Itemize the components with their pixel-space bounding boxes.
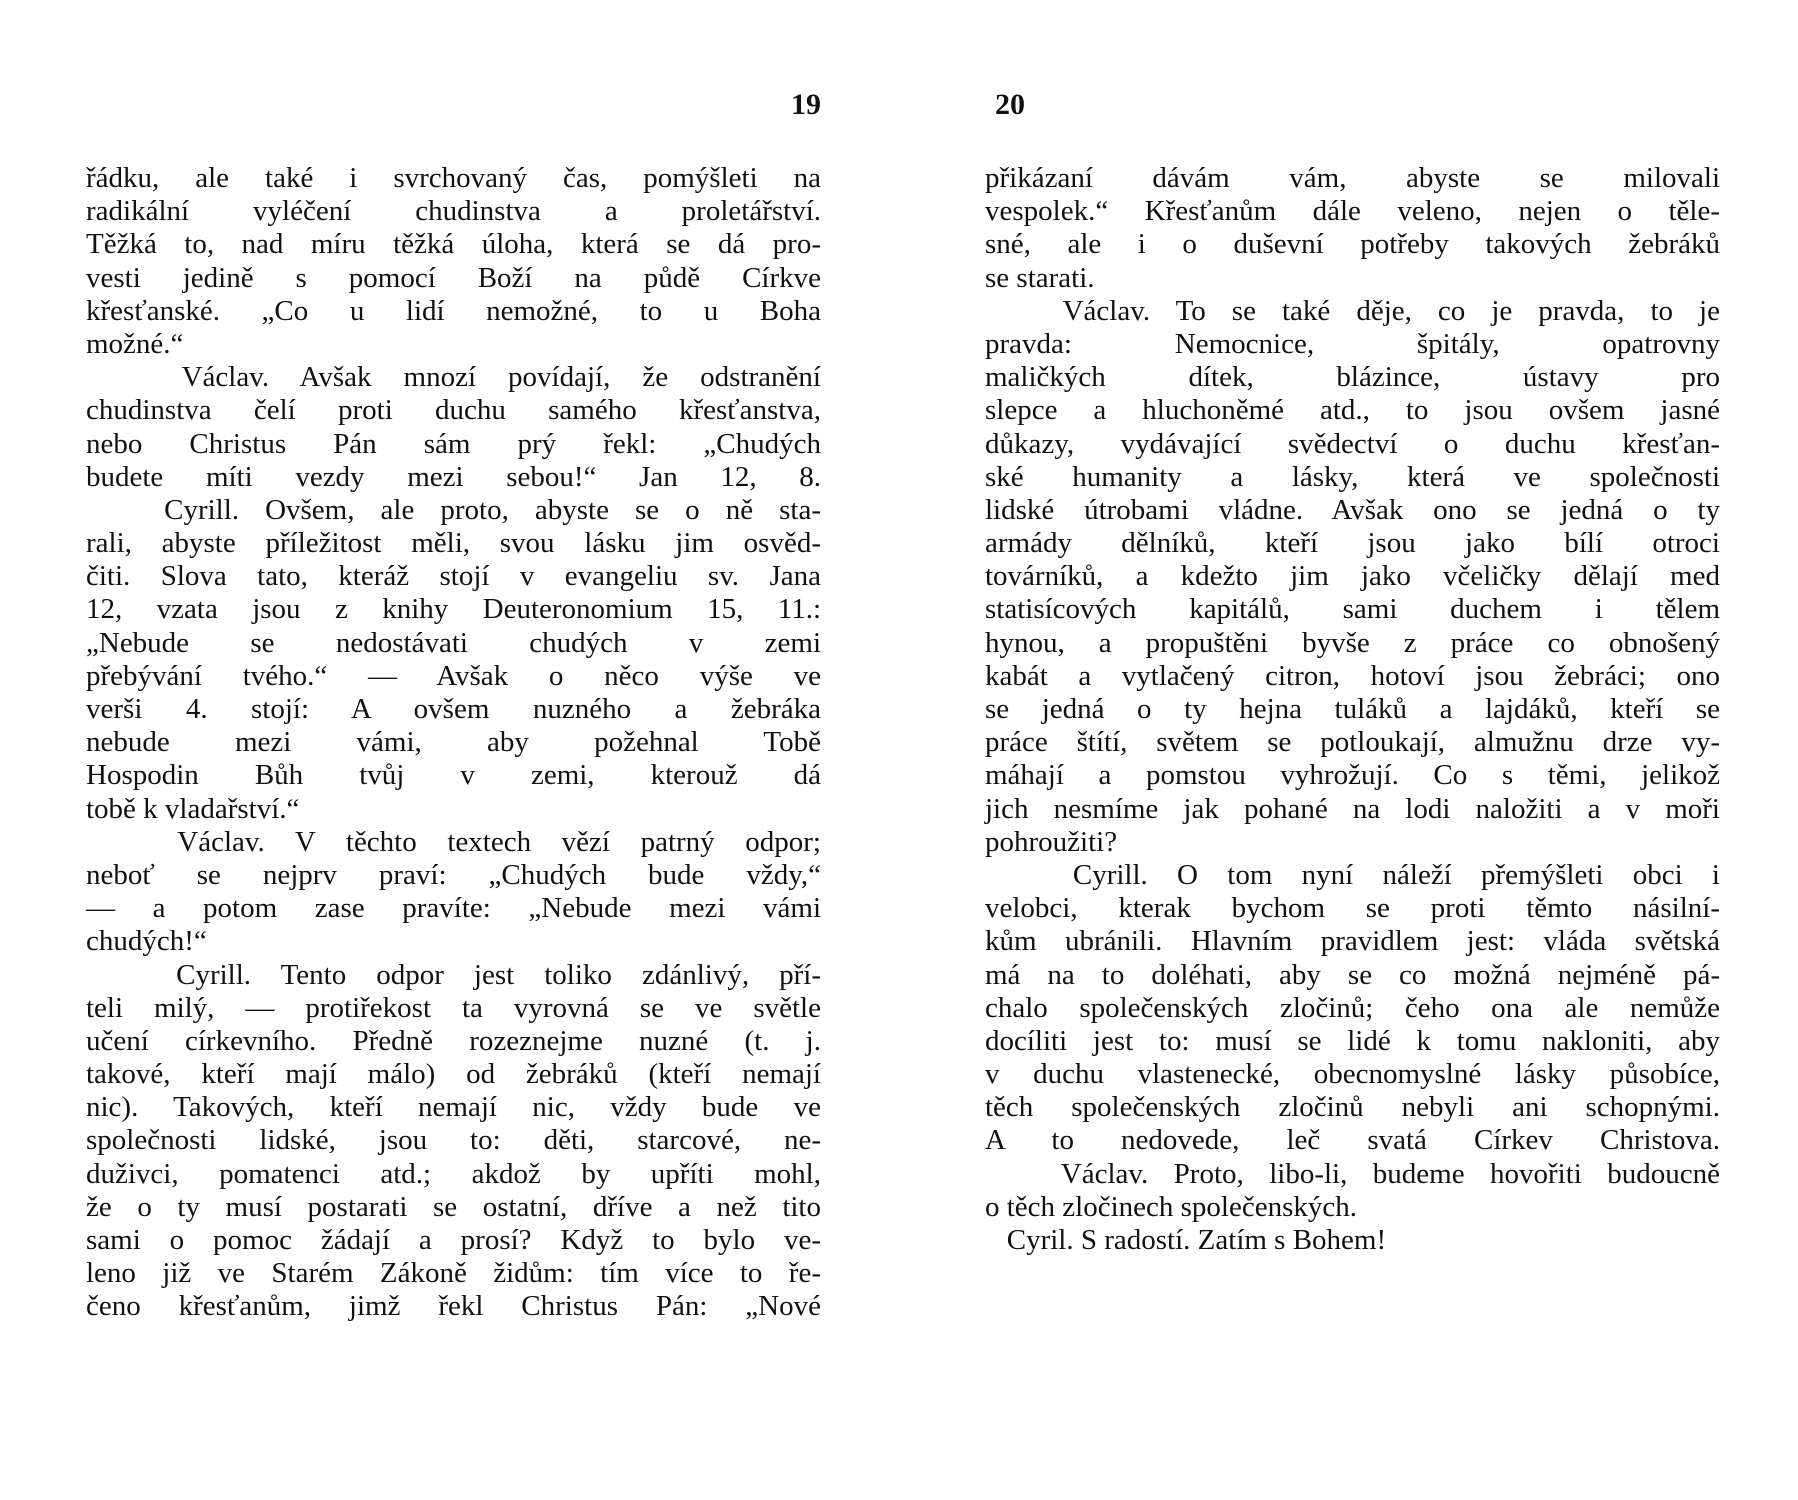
text-line: vesti jedině s pomocí Boží na půdě Církve	[86, 261, 821, 294]
text-line: chudinstva čelí proti duchu samého křesťanstva,	[86, 394, 821, 427]
text-line: verši 4. stojí: A ovšem nuzného a žebráka	[86, 693, 821, 725]
text-line: statisícových kapitálů, sami duchem i tělem	[985, 593, 1720, 626]
text-line: Cyrill. Tento odpor jest toliko zdánlivý, pří-	[86, 958, 821, 991]
text-line: velobci, kterak bychom se proti těmto násilní-	[985, 892, 1720, 925]
text-line: kům ubránili. Hlavním pravidlem jest: vláda světská	[985, 925, 1720, 958]
text-line: se starati.	[985, 261, 1095, 294]
text-line: přikázaní dávám vám, abyste se milovali	[985, 162, 1720, 194]
text-line: Hospodin Bůh tvůj v zemi, kterouž dá	[86, 759, 821, 792]
text-line: se jedná o ty hejna tuláků a lajdáků, kteří se	[985, 693, 1720, 725]
left-page	[86, 0, 821, 1500]
text-line: sami o pomoc žádají a prosí? Když to bylo ve-	[86, 1224, 821, 1256]
text-line: teli milý, — protiřekost ta vyrovná se ve světle	[86, 991, 821, 1024]
text-line: radikální vyléčení chudinstva a proletářství.	[86, 195, 821, 228]
text-line: ské humanity a lásky, která ve společnosti	[985, 460, 1720, 493]
text-line: chudých!“	[86, 925, 207, 958]
text-line: Václav. V těchto textech vězí patrný odpor;	[86, 825, 821, 858]
text-line: leno již ve Starém Zákoně židům: tím více to ře-	[86, 1257, 821, 1290]
text-line: vespolek.“ Křesťanům dále veleno, nejen o těle-	[985, 195, 1720, 228]
text-line: pravda: Nemocnice, špitály, opatrovny	[985, 327, 1720, 360]
text-line: Václav. To se také děje, co je pravda, to je	[985, 294, 1720, 327]
text-line: maličkých dítek, blázince, ústavy pro	[985, 361, 1720, 394]
text-line: docíliti jest to: musí se lidé k tomu nakloniti, aby	[985, 1024, 1720, 1057]
text-line: nic). Takových, kteří nemají nic, vždy bude ve	[86, 1091, 821, 1124]
page-number-left: 19	[791, 88, 821, 121]
text-line: možné.“	[86, 327, 184, 360]
text-line: takové, kteří mají málo) od žebráků (kteří nemají	[86, 1058, 821, 1091]
text-line: lidské útrobami vládne. Avšak ono se jedná o ty	[985, 493, 1720, 526]
text-line: v duchu vlastenecké, obecnomyslné lásky působíce,	[985, 1058, 1720, 1091]
text-line: neboť se nejprv praví: „Chudých bude vždy,“	[86, 858, 821, 891]
text-line: chalo společenských zločinů; čeho ona ale nemůže	[985, 991, 1720, 1024]
text-line: armády dělníků, kteří jsou jako bílí otroci	[985, 527, 1720, 560]
text-line: Těžká to, nad míru těžká úloha, která se dá pro-	[86, 228, 821, 261]
page-number-right: 20	[995, 88, 1025, 121]
left-page-text	[86, 162, 821, 1324]
text-line: továrníků, a kdežto jim jako včeličky dělají med	[985, 560, 1720, 593]
right-page-text	[985, 162, 1720, 1257]
text-line: těch společenských zločinů nebyli ani schopnými.	[985, 1091, 1720, 1124]
text-line: pohroužiti?	[985, 825, 1118, 858]
text-line: čiti. Slova tato, kteráž stojí v evangeliu sv. Jana	[86, 560, 821, 593]
text-line: Cyril. S radostí. Zatím s Bohem!	[985, 1224, 1387, 1256]
text-line: společnosti lidské, jsou to: děti, starcové, ne-	[86, 1124, 821, 1157]
text-line: slepce a hluchoněmé atd., to jsou ovšem jasné	[985, 394, 1720, 427]
text-line: rali, abyste příležitost měli, svou lásku jim osvěd-	[86, 527, 821, 560]
text-line: důkazy, vydávající svědectví o duchu křesťan-	[985, 427, 1720, 460]
text-line: má na to doléhati, aby se co možná nejméně pá-	[985, 958, 1720, 991]
text-line: „Nebude se nedostávati chudých v zemi	[86, 626, 821, 659]
text-line: o těch zločinech společenských.	[985, 1190, 1358, 1223]
text-line: hynou, a propuštěni byvše z práce co obnošený	[985, 626, 1720, 659]
text-line: jich nesmíme jak pohané na lodi naložiti a v moři	[985, 792, 1720, 825]
text-line: sné, ale i o duševní potřeby takových žebráků	[985, 228, 1720, 261]
text-line: — a potom zase pravíte: „Nebude mezi vámi	[86, 892, 821, 925]
text-line: čeno křesťanům, jimž řekl Christus Pán: „Nové	[86, 1290, 821, 1323]
text-line: Václav. Avšak mnozí povídají, že odstranění	[86, 361, 821, 394]
text-line: učení církevního. Předně rozeznejme nuzné (t. j.	[86, 1024, 821, 1057]
text-line: kabát a vytlačený citron, hotoví jsou žebráci; ono	[985, 659, 1720, 692]
text-line: řádku, ale také i svrchovaný čas, pomýšleti na	[86, 162, 821, 194]
text-line: budete míti vezdy mezi sebou!“ Jan 12, 8.	[86, 460, 821, 493]
text-line: tobě k vladařství.“	[86, 792, 300, 825]
text-line: nebo Christus Pán sám prý řekl: „Chudých	[86, 427, 821, 460]
text-line: že o ty musí postarati se ostatní, dříve a než tito	[86, 1190, 821, 1223]
text-line: přebývání tvého.“ — Avšak o něco výše ve	[86, 659, 821, 692]
text-line: nebude mezi vámi, aby požehnal Tobě	[86, 726, 821, 759]
text-line: 12, vzata jsou z knihy Deuteronomium 15, 11.:	[86, 593, 821, 626]
text-line: Cyrill. O tom nyní náleží přemýšleti obci i	[985, 858, 1720, 891]
text-line: práce štítí, světem se potloukají, almužnu drze vy-	[985, 726, 1720, 759]
text-line: duživci, pomatenci atd.; akdož by upříti mohl,	[86, 1157, 821, 1190]
right-page	[985, 0, 1720, 1500]
text-line: Václav. Proto, libo-li, budeme hovořiti budoucně	[985, 1157, 1720, 1190]
text-line: Cyrill. Ovšem, ale proto, abyste se o ně sta-	[86, 493, 821, 526]
text-line: A to nedovede, leč svatá Církev Christova.	[985, 1124, 1720, 1157]
text-line: máhají a pomstou vyhrožují. Co s těmi, jelikož	[985, 759, 1720, 792]
text-line: křesťanské. „Co u lidí nemožné, to u Boha	[86, 294, 821, 327]
